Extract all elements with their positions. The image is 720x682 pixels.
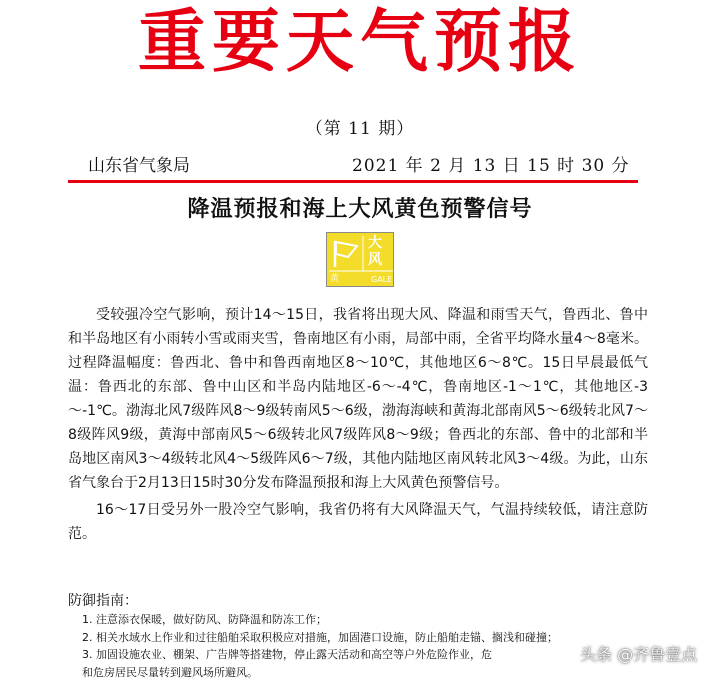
issue-datetime: 2021 年 2 月 13 日 15 时 30 分 <box>352 156 630 176</box>
guide-item: 2. 相关水域水上作业和过往船舶采取积极应对措施，加固港口设施，防止船舶走锚、搁浅和碰撞； <box>82 630 558 644</box>
body-paragraph: 16～17日受另外一股冷空气影响，我省仍将有大风降温天气，气温持续较低，请注意防范。 <box>68 502 648 542</box>
issue-number: （第 11 期） <box>305 119 415 139</box>
signal-level: 黄 <box>330 274 340 284</box>
guide-title: 防御指南： <box>68 593 138 609</box>
yellow-gale-warning-signal <box>326 232 394 287</box>
guide-item: 3. 加固设施农业、棚架、广告牌等搭建物，停止露天活动和高空等户外危险作业，危 <box>82 648 492 661</box>
guide-item: 1. 注意添衣保暖，做好防风、防降温和防冻工作； <box>82 613 327 626</box>
bulletin-body <box>68 303 648 546</box>
masthead-title: 重要天气预报 <box>137 2 582 82</box>
issuing-agency: 山东省气象局 <box>88 156 190 176</box>
signal-english: GALE <box>371 275 393 284</box>
signal-char-da: 大 <box>368 235 382 251</box>
bulletin-heading: 降温预报和海上大风黄色预警信号 <box>187 197 533 222</box>
source-watermark: 头条 @齐鲁壹点 <box>580 645 698 664</box>
body-paragraph: 受较强冷空气影响，预计14～15日，我省将出现大风、降温和雨雪天气，鲁西北、鲁中和半岛地区有小雨转小雪或雨夹雪，鲁南地区有小雨，局部中雨，全省平均降水量4～8毫米。过程降温幅度：鲁西北、鲁中和鲁西南地区8～10℃，其他地区6～8℃。15日早晨最低气温：鲁西北的东部、鲁中山区和半岛内陆地区-6～-4℃，鲁南地区-1～1℃，其他地区-3～-1℃。渤海北风7级阵风8～9级转南风5～6级，渤海海峡和黄海北部南风5～6级转北风7～8级阵风9级，黄海中部南风5～6级转北风7级阵风8～9级；鲁西北的东部、鲁中的北部和半岛地区南风3～4级转北风4～5级阵风6～7级，其他内陆地区南风转北风3～4级。为此，山东省气象台于2月13日15时30分发布降温预报和海上大风黄色预警信号。 <box>68 307 648 491</box>
signal-char-feng: 风 <box>368 252 382 268</box>
guide-item: 和危房居民尽量转到避风场所避风。 <box>82 665 258 679</box>
guide-list <box>82 611 652 681</box>
red-divider <box>68 180 638 183</box>
